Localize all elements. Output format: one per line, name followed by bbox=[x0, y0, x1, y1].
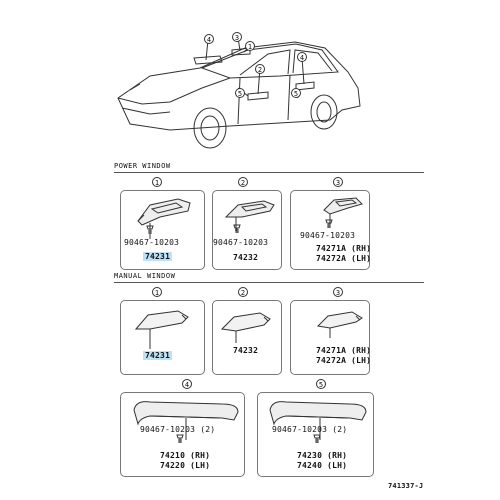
label-74220: 74220 (LH) bbox=[160, 461, 211, 470]
section-title-manual-window: MANUAL WINDOW bbox=[114, 272, 176, 280]
diagram-id: 741337-J bbox=[388, 482, 424, 490]
label-74272a-power: 74272A (LH) bbox=[316, 254, 372, 263]
label-74240: 74240 (LH) bbox=[297, 461, 348, 470]
label-74271a-power: 74271A (RH) bbox=[316, 244, 372, 253]
screw-icon bbox=[175, 434, 185, 444]
label-screw-qty2-handle-4: 90467-10203 (2) bbox=[140, 425, 216, 434]
label-74231-manual: 74231 bbox=[145, 351, 171, 360]
callout-1-manual: 1 bbox=[152, 287, 162, 297]
armrest-cover-part bbox=[312, 306, 368, 342]
armrest-cover-part bbox=[220, 195, 280, 235]
screw-icon bbox=[145, 225, 155, 235]
car-callout-4b: 4 bbox=[297, 52, 307, 62]
label-74231-power: 74231 bbox=[145, 252, 171, 261]
screw-icon bbox=[312, 434, 322, 444]
callout-5-handle: 5 bbox=[316, 379, 326, 389]
armrest-cover-part bbox=[130, 193, 200, 243]
label-74272a-manual: 74272A (LH) bbox=[316, 356, 372, 365]
car-callout-5: 5 bbox=[235, 88, 245, 98]
label-74232-manual: 74232 bbox=[233, 346, 259, 355]
label-screw-power-3: 90467-10203 bbox=[300, 231, 356, 240]
label-screw-qty2-handle-5: 90467-10203 (2) bbox=[272, 425, 348, 434]
car-callout-5b: 5 bbox=[291, 88, 301, 98]
car-callout-3: 3 bbox=[232, 32, 242, 42]
callout-2-power: 2 bbox=[238, 177, 248, 187]
callout-3-power: 3 bbox=[333, 177, 343, 187]
callout-2-manual: 2 bbox=[238, 287, 248, 297]
section-rule-power bbox=[114, 172, 424, 173]
car-callout-1: 1 bbox=[245, 41, 255, 51]
label-74232-power: 74232 bbox=[233, 253, 259, 262]
label-74210: 74210 (RH) bbox=[160, 451, 211, 460]
label-screw-power-2: 90467-10203 bbox=[213, 238, 269, 247]
armrest-cover-part bbox=[130, 305, 195, 355]
armrest-cover-part bbox=[218, 305, 278, 345]
callout-3-manual: 3 bbox=[333, 287, 343, 297]
label-screw-power-1: 90467-10203 bbox=[124, 238, 180, 247]
section-rule-manual bbox=[114, 282, 424, 283]
section-title-power-window: POWER WINDOW bbox=[114, 162, 171, 170]
pull-handle-part bbox=[126, 396, 244, 446]
label-74271a-manual: 74271A (RH) bbox=[316, 346, 372, 355]
callout-1-power: 1 bbox=[152, 177, 162, 187]
callout-4-handle: 4 bbox=[182, 379, 192, 389]
screw-icon bbox=[324, 219, 334, 229]
car-callout-4: 4 bbox=[204, 34, 214, 44]
screw-icon bbox=[232, 224, 242, 234]
label-74230: 74230 (RH) bbox=[297, 451, 348, 460]
car-callout-2: 2 bbox=[255, 64, 265, 74]
